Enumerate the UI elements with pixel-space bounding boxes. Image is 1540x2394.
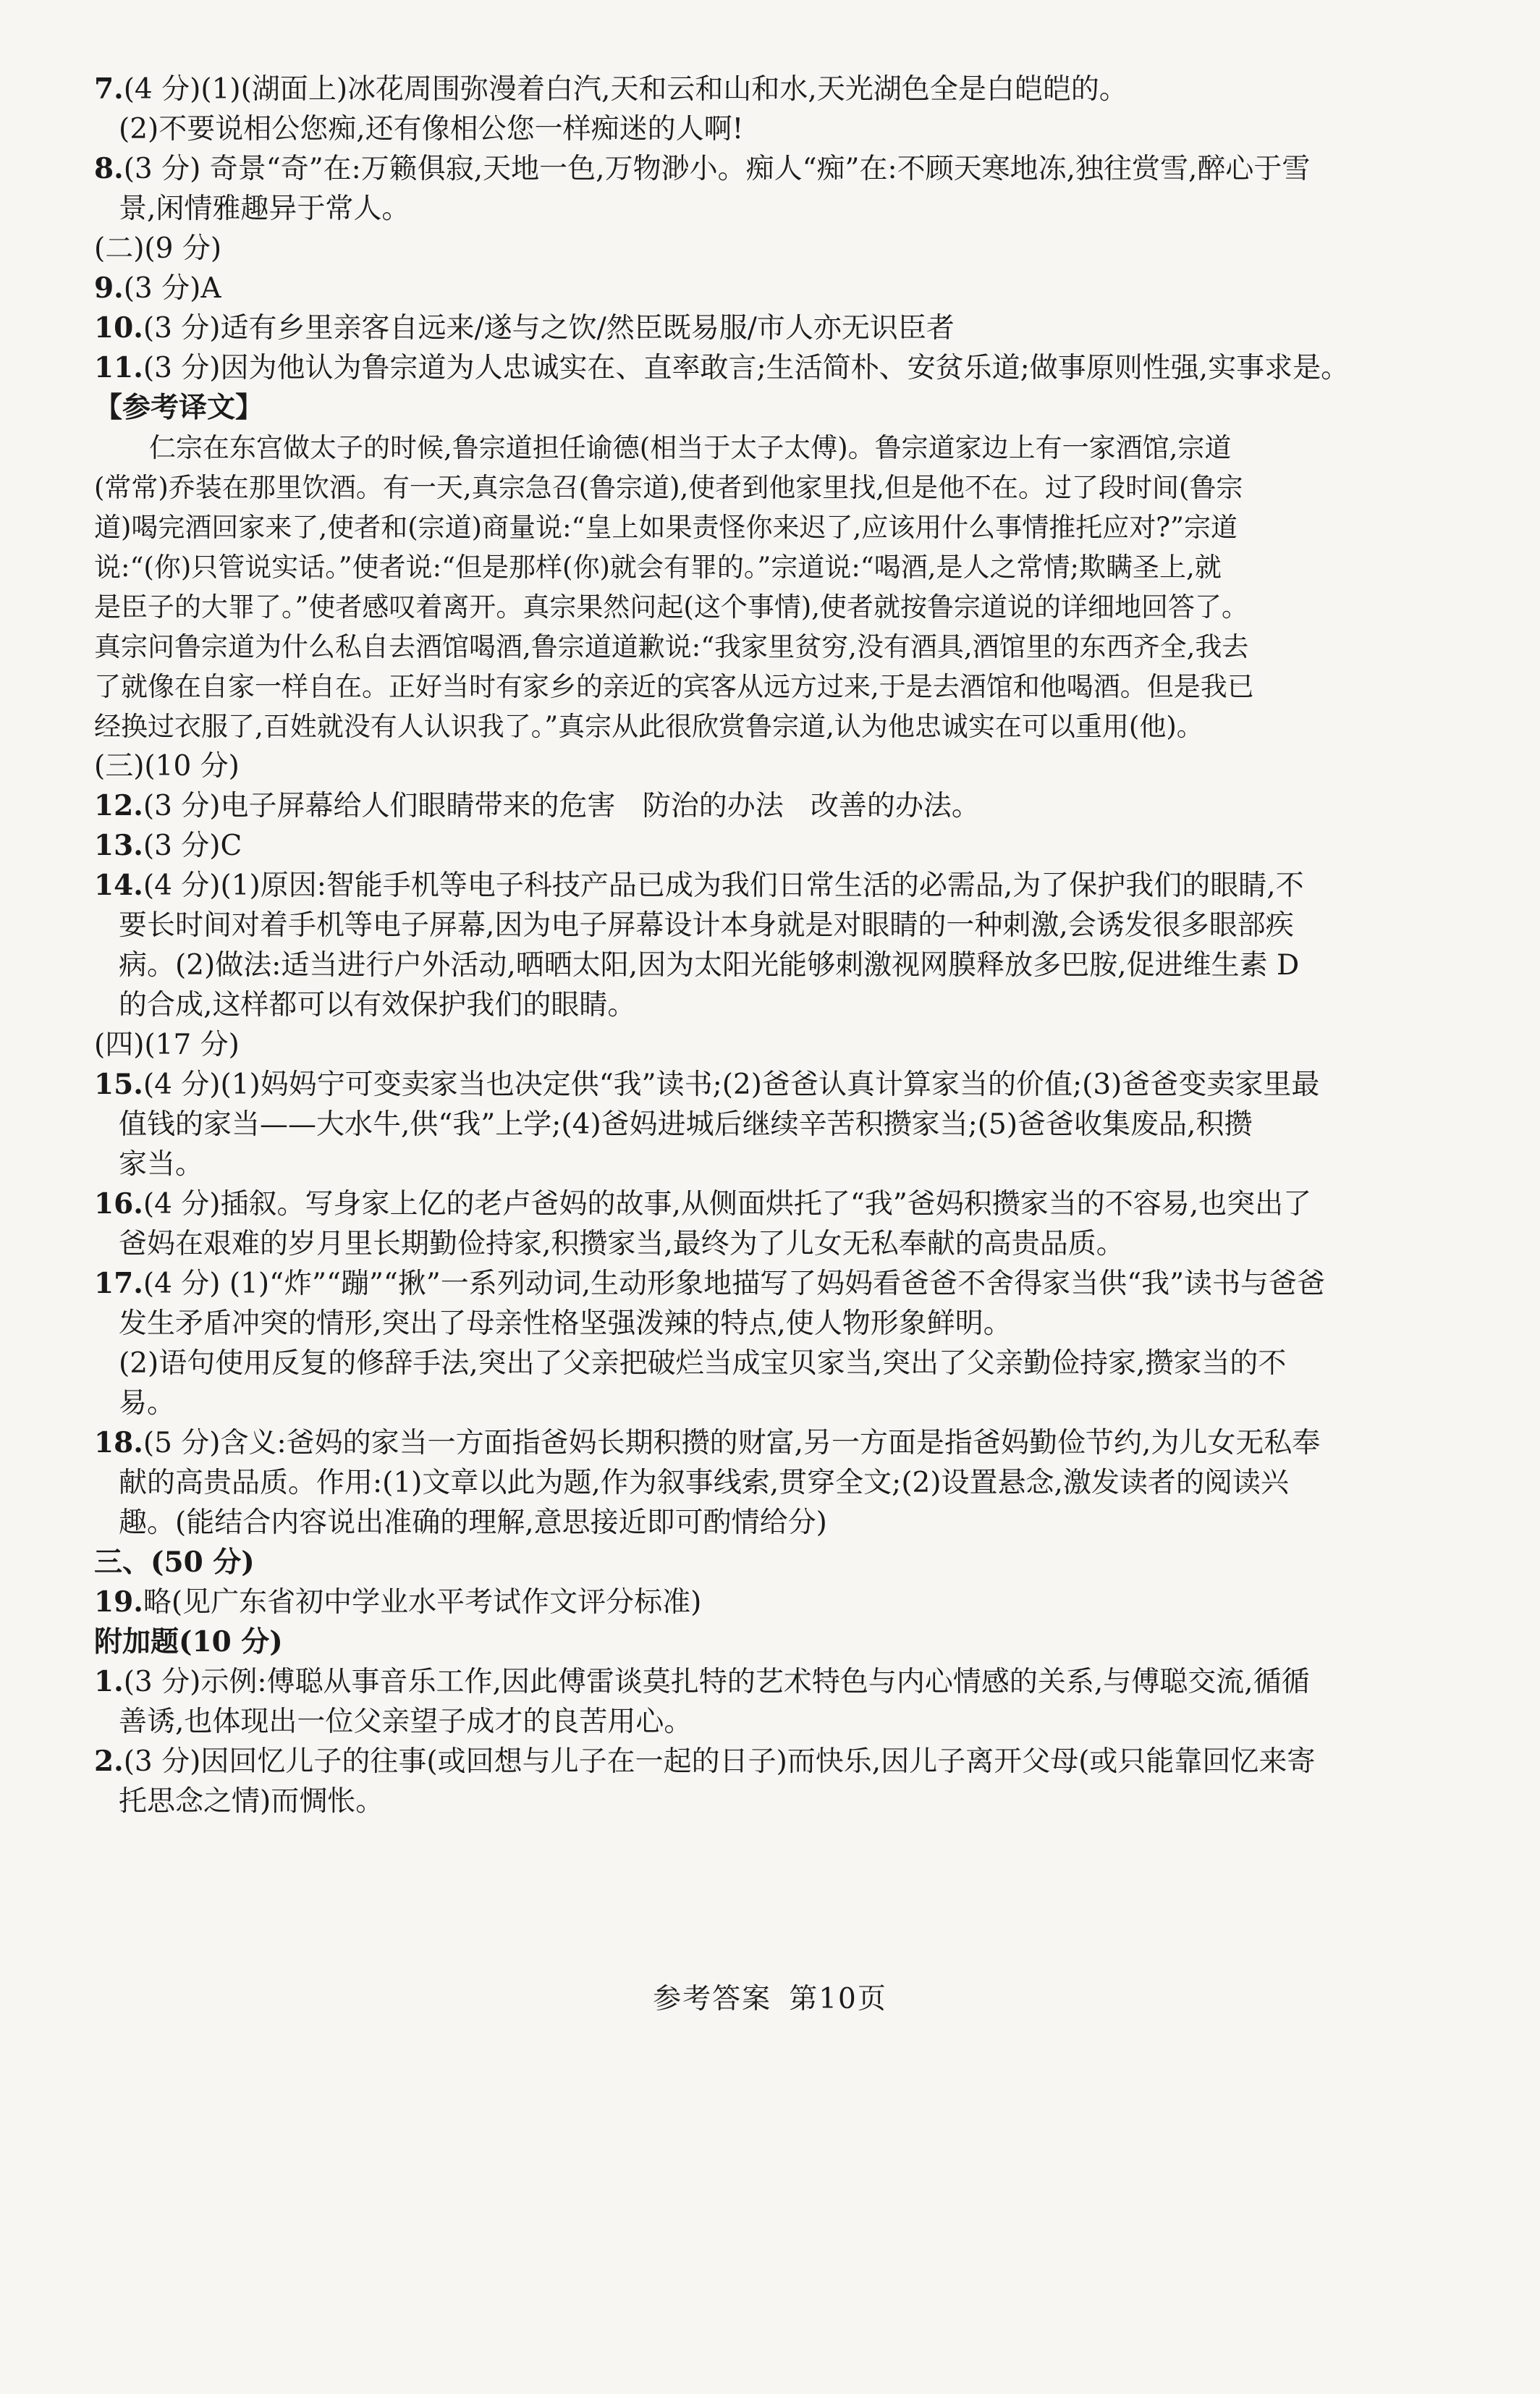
q8-text-1: (3 分) 奇景“奇”在:万籁俱寂,天地一色,万物渺小。痴人“痴”在:不顾天寒地冻,独往赏雪,醉心于雪 (123, 153, 1311, 185)
q11 (94, 348, 1418, 388)
q17-line2: 发生矛盾冲突的情形,突出了母亲性格坚强泼辣的特点,使人物形象鲜明。 (119, 1307, 1012, 1340)
reference-translation-title: 【参考译文】 (94, 391, 264, 424)
q14-line2: 要长时间对着手机等电子屏幕,因为电子屏幕设计本身就是对眼睛的一种刺激,会诱发很多眼部疾 (119, 909, 1294, 942)
q11-number: 11. (94, 351, 143, 384)
q16-line1 (94, 1184, 1418, 1224)
q9-number: 9. (94, 271, 124, 305)
q10-number: 10. (94, 311, 143, 345)
extra-q2-line1 (94, 1742, 1418, 1782)
q16-line2: 爸妈在艰难的岁月里长期勤俭持家,积攒家当,最终为了儿女无私奉献的高贵品质。 (119, 1228, 1125, 1260)
section-3-heading: (三)(10 分) (94, 750, 240, 783)
footer-label: 参考答案 (653, 1983, 772, 2015)
q7-line2: (2)不要说相公您痴,还有像相公您一样痴迷的人啊! (119, 113, 744, 146)
q9 (94, 269, 1418, 308)
q17-text-1: (4 分) (1)“炸”“蹦”“揪”一系列动词,生动形象地描写了妈妈看爸爸不舍得家当供“我”读书与爸爸 (143, 1268, 1326, 1300)
q13-number: 13. (94, 829, 143, 862)
translation-line-2: (常常)乔装在那里饮酒。有一天,真宗急召(鲁宗道),使者到他家里找,但是他不在。过了段时间(鲁宗 (94, 472, 1243, 503)
q14-text-1: (4 分)(1)原因:智能手机等电子科技产品已成为我们日常生活的必需品,为了保护我们的眼睛,不 (143, 869, 1304, 902)
q7-number: 7. (94, 72, 124, 106)
extra-q1-line1 (94, 1662, 1418, 1702)
q10-text: (3 分)适有乡里亲客自远来/遂与之饮/然臣既易服/市人亦无识臣者 (143, 312, 955, 345)
extra-q2-line2: 托思念之情)而惆怅。 (119, 1785, 384, 1818)
translation-line-7: 了就像在自家一样自在。正好当时有家乡的亲近的宾客从远方过来,于是去酒馆和他喝酒。但是我已 (94, 671, 1254, 702)
q8-line1 (94, 149, 1418, 189)
q8-line2: 景,闲情雅趣异于常人。 (119, 193, 410, 225)
translation-line-4: 说:“(你)只管说实话。”使者说:“但是那样(你)就会有罪的。”宗道说:“喝酒,是人之常情;欺瞒圣上,就 (94, 552, 1222, 583)
q10 (94, 308, 1418, 348)
q13 (94, 826, 1418, 866)
q13-text: (3 分)C (143, 830, 242, 862)
q15-line3: 家当。 (119, 1148, 204, 1181)
part-3-heading: 三、(50 分) (94, 1546, 255, 1579)
q14-line1 (94, 866, 1418, 906)
q18-line1 (94, 1423, 1418, 1463)
q19 (94, 1582, 1418, 1622)
extra-q2-number: 2. (94, 1745, 124, 1778)
q17-line1 (94, 1264, 1418, 1304)
q15-line1 (94, 1065, 1418, 1105)
q12-number: 12. (94, 789, 143, 822)
extra-q1-number: 1. (94, 1665, 124, 1698)
page-footer (0, 1976, 1540, 2017)
q14-line4: 的合成,这样都可以有效保护我们的眼睛。 (119, 989, 636, 1021)
extra-questions-heading: 附加题(10 分) (94, 1625, 283, 1658)
q12-text: (3 分)电子屏幕给人们眼睛带来的危害 防治的办法 改善的办法。 (143, 790, 980, 822)
extra-q1-text-1: (3 分)示例:傅聪从事音乐工作,因此傅雷谈莫扎特的艺术特色与内心情感的关系,与傅聪交流,循循 (123, 1666, 1310, 1698)
q18-line2: 献的高贵品质。作用:(1)文章以此为题,作为叙事线索,贯穿全文;(2)设置悬念,激发读者的阅读兴 (119, 1467, 1289, 1499)
q12 (94, 786, 1418, 826)
q18-number: 18. (94, 1426, 143, 1459)
section-4-heading: (四)(17 分) (94, 1029, 240, 1061)
q7-text-1: (4 分)(1)(湖面上)冰花周围弥漫着白汽,天和云和山和水,天光湖色全是白皑皑的。 (123, 73, 1128, 106)
q14-line3: 病。(2)做法:适当进行户外活动,晒晒太阳,因为太阳光能够刺激视网膜释放多巴胺,促进维生素 D (119, 949, 1300, 982)
q17-number: 17. (94, 1267, 143, 1300)
translation-line-5: 是臣子的大罪了。”使者感叹着离开。真宗果然问起(这个事情),使者就按鲁宗道说的详细地回答了。 (94, 591, 1249, 623)
q18-text-1: (5 分)含义:爸妈的家当一方面指爸妈长期积攒的财富,另一方面是指爸妈勤俭节约,为儿女无私奉 (143, 1427, 1321, 1459)
q19-text: 略(见广东省初中学业水平考试作文评分标准) (143, 1586, 702, 1619)
extra-q2-text-1: (3 分)因回忆儿子的往事(或回想与儿子在一起的日子)而快乐,因儿子离开父母(或只能靠回忆来寄 (123, 1745, 1316, 1778)
q16-number: 16. (94, 1187, 143, 1221)
q17-line4: 易。 (119, 1387, 176, 1420)
q18-line3: 趣。(能结合内容说出准确的理解,意思接近即可酌情给分) (119, 1506, 827, 1539)
translation-line-8: 经换过衣服了,百姓就没有人认识我了。”真宗从此很欣赏鲁宗道,认为他忠诚实在可以重用(他)。 (94, 711, 1203, 742)
translation-line-3: 道)喝完酒回家来了,使者和(宗道)商量说:“皇上如果责怪你来迟了,应该用什么事情推托应对?”宗道 (94, 512, 1238, 543)
section-2-heading: (二)(9 分) (94, 232, 222, 265)
q8-number: 8. (94, 152, 124, 185)
q15-number: 15. (94, 1068, 143, 1101)
q14-number: 14. (94, 869, 143, 902)
q9-text: (3 分)A (123, 272, 221, 305)
answer-page (94, 69, 1418, 1821)
q17-line3: (2)语句使用反复的修辞手法,突出了父亲把破烂当成宝贝家当,突出了父亲勤俭持家,攒家当的不 (119, 1347, 1287, 1380)
q11-text: (3 分)因为他认为鲁宗道为人忠诚实在、直率敢言;生活简朴、安贫乐道;做事原则性强,实事求是。 (143, 352, 1350, 384)
footer-page-number: 第10页 (789, 1983, 887, 2015)
q15-line2: 值钱的家当——大水牛,供“我”上学;(4)爸妈进城后继续辛苦积攒家当;(5)爸爸收集废品,积攒 (119, 1108, 1253, 1141)
translation-line-1: 仁宗在东宫做太子的时候,鲁宗道担任谕德(相当于太子太傅)。鲁宗道家边上有一家酒馆,宗道 (149, 432, 1232, 463)
translation-line-6: 真宗问鲁宗道为什么私自去酒馆喝酒,鲁宗道道歉说:“我家里贫穷,没有酒具,酒馆里的东西齐全,我去 (94, 631, 1249, 662)
q16-text-1: (4 分)插叙。写身家上亿的老卢爸妈的故事,从侧面烘托了“我”爸妈积攒家当的不容易,也突出了 (143, 1188, 1312, 1221)
extra-q1-line2: 善诱,也体现出一位父亲望子成才的良苦用心。 (119, 1706, 693, 1738)
q15-text-1: (4 分)(1)妈妈宁可变卖家当也决定供“我”读书;(2)爸爸认真计算家当的价值;(3)爸爸变卖家里最 (143, 1069, 1320, 1101)
q19-number: 19. (94, 1585, 143, 1619)
q7-line1 (94, 69, 1418, 109)
